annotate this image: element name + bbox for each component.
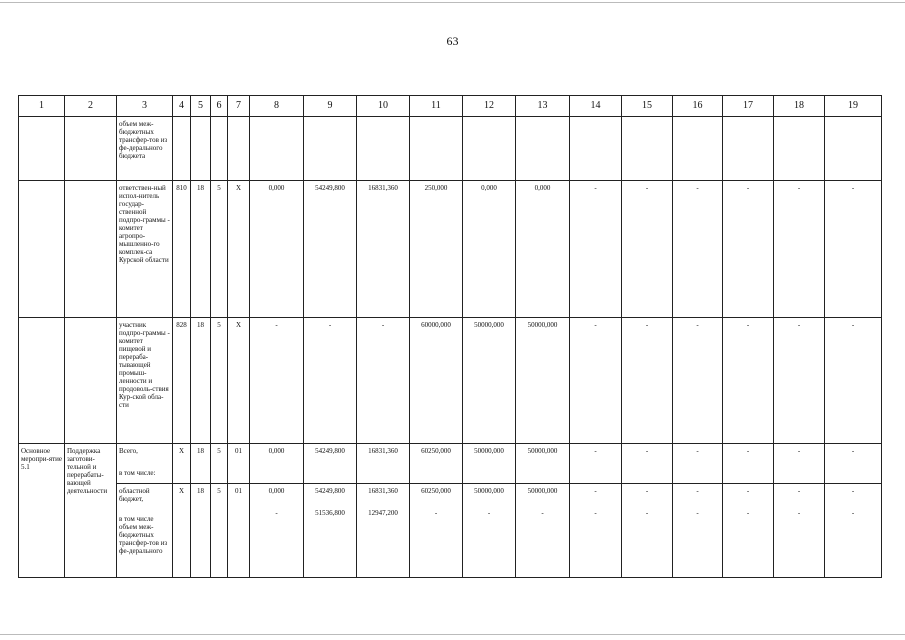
table-cell — [570, 117, 622, 181]
table-cell: - — [825, 181, 882, 318]
total-label-text: Всего, — [119, 447, 138, 455]
table-cell — [463, 117, 516, 181]
header-cell: 16 — [673, 96, 723, 117]
header-cell: 1 — [19, 96, 65, 117]
table-cell: 18 — [191, 318, 211, 444]
regional-label — [117, 484, 173, 578]
header-cell: 4 — [173, 96, 191, 117]
table-cell — [191, 484, 211, 578]
cell-sub-value: - — [594, 509, 597, 517]
table-cell: 5 — [211, 444, 228, 484]
table-cell: 50000,000 — [516, 444, 570, 484]
regional-sub-label: в том числе объем меж-бюджетных трансфер-тов из фе-дерального — [119, 515, 168, 555]
table-cell — [304, 117, 357, 181]
table-cell: 50000,000 — [516, 318, 570, 444]
cell-value: - — [696, 487, 699, 495]
cell-sub-value: 51536,800 — [315, 509, 345, 517]
header-cell: 9 — [304, 96, 357, 117]
cell-sub-value: - — [487, 509, 491, 517]
cell-value: - — [797, 487, 801, 495]
cell-value: 50000,000 — [527, 487, 558, 495]
cell-value: 18 — [197, 487, 204, 495]
table-cell: 5 — [211, 181, 228, 318]
cell-sub-value: - — [797, 509, 801, 517]
header-cell: 13 — [516, 96, 570, 117]
page-number: 63 — [446, 34, 459, 48]
cell-sub-value: - — [541, 509, 544, 517]
table-cell — [211, 117, 228, 181]
table-cell — [228, 484, 250, 578]
table-cell: Х — [228, 181, 250, 318]
table-cell: 5 — [211, 318, 228, 444]
table-cell: - — [622, 181, 673, 318]
cell-sub-value: - — [434, 509, 438, 517]
row-label-c1 — [19, 181, 65, 318]
cell-sub-value: 12947,200 — [368, 509, 398, 517]
cell-value: 16831,360 — [368, 487, 398, 495]
cell-sub-value: - — [645, 509, 649, 517]
row-label-c3: объем меж-бюджетных трансфер-тов из фе-дерального бюджета — [117, 117, 173, 181]
table-cell: 60250,000 — [410, 444, 463, 484]
table-cell: - — [673, 181, 723, 318]
measure-name: Поддержка заготови-тельной и перерабаты-вающей деятельности — [65, 444, 117, 578]
cell-value: 54249,800 — [315, 487, 345, 495]
table-cell: 60000,000 — [410, 318, 463, 444]
table-cell: 0,000 — [516, 181, 570, 318]
header-cell: 8 — [250, 96, 304, 117]
header-cell: 15 — [622, 96, 673, 117]
table-cell: 0,000 — [250, 181, 304, 318]
table-cell: - — [304, 318, 357, 444]
table-cell — [211, 484, 228, 578]
table-cell: 54249,800 — [304, 181, 357, 318]
table-cell — [173, 484, 191, 578]
cell-sub-value: - — [696, 509, 699, 517]
cell-value: 01 — [235, 487, 242, 495]
header-row — [19, 96, 882, 117]
table-cell — [673, 484, 723, 578]
table-cell: 0,000 — [463, 181, 516, 318]
table-cell — [250, 484, 304, 578]
table-cell: 50000,000 — [463, 318, 516, 444]
table-cell: - — [250, 318, 304, 444]
table-cell — [410, 117, 463, 181]
header-cell: 10 — [357, 96, 410, 117]
table-cell — [723, 117, 774, 181]
header-cell: 5 — [191, 96, 211, 117]
cell-value: 5 — [217, 487, 221, 495]
table-cell — [825, 117, 882, 181]
table-row — [19, 117, 882, 181]
table-cell — [825, 484, 882, 578]
table-row — [19, 484, 882, 578]
table-cell: - — [570, 318, 622, 444]
table-cell: 18 — [191, 181, 211, 318]
table-cell: 18 — [191, 444, 211, 484]
header-cell: 11 — [410, 96, 463, 117]
table-cell: - — [673, 318, 723, 444]
cell-value: - — [851, 487, 855, 495]
header-cell: 18 — [774, 96, 825, 117]
table-cell: Х — [228, 318, 250, 444]
table-cell: 0,000 — [250, 444, 304, 484]
header-cell: 12 — [463, 96, 516, 117]
table-row — [19, 444, 882, 484]
measure-number: Основное меропри-ятие 5.1 — [19, 444, 65, 578]
table-cell: - — [723, 318, 774, 444]
table-cell: - — [774, 318, 825, 444]
table-cell: Х — [173, 444, 191, 484]
cell-value: - — [746, 487, 750, 495]
cell-value: 60250,000 — [421, 487, 451, 495]
table-cell — [723, 484, 774, 578]
table-cell: - — [723, 444, 774, 484]
scan-artifact-top — [0, 2, 905, 3]
table-cell: 810 — [173, 181, 191, 318]
table-cell — [570, 484, 622, 578]
table-cell: 50000,000 — [463, 444, 516, 484]
table-cell: 16831,360 — [357, 444, 410, 484]
table-cell: - — [825, 444, 882, 484]
table-cell — [463, 484, 516, 578]
header-cell: 14 — [570, 96, 622, 117]
table-cell: 828 — [173, 318, 191, 444]
row-label-c3: ответствен-ный испол-нитель государ-ственной подпро-граммы - комитет агропро-мышленно-го комплек-са Курской области — [117, 181, 173, 318]
table-cell — [173, 117, 191, 181]
cell-value: 0,000 — [268, 487, 285, 495]
table-cell: - — [774, 181, 825, 318]
table-cell — [774, 117, 825, 181]
row-label-c3: участник подпро-граммы - комитет пищевой и перераба-тывающей промыш-ленности и продоволь-ствия Кур-ской обла-сти — [117, 318, 173, 444]
table-cell: 250,000 — [410, 181, 463, 318]
cell-value: - — [594, 487, 597, 495]
table-cell: - — [570, 181, 622, 318]
table-cell: - — [825, 318, 882, 444]
table-cell — [622, 117, 673, 181]
table-cell — [622, 484, 673, 578]
total-label — [117, 444, 173, 484]
table-row — [19, 181, 882, 318]
cell-value: 50000,000 — [474, 487, 504, 495]
row-label-c1 — [19, 117, 65, 181]
header-cell: 17 — [723, 96, 774, 117]
regional-label-text: областной бюджет, — [119, 487, 150, 503]
table-cell — [516, 484, 570, 578]
budget-table — [18, 95, 882, 578]
table-cell: - — [357, 318, 410, 444]
header-cell: 19 — [825, 96, 882, 117]
table-cell — [774, 484, 825, 578]
row-label-c2 — [65, 318, 117, 444]
table-cell — [228, 117, 250, 181]
table-cell: - — [622, 318, 673, 444]
header-cell: 3 — [117, 96, 173, 117]
table-cell — [357, 117, 410, 181]
row-label-c2 — [65, 181, 117, 318]
cell-value: Х — [178, 487, 185, 495]
table-cell — [304, 484, 357, 578]
header-cell: 7 — [228, 96, 250, 117]
table-cell — [673, 117, 723, 181]
table-cell: - — [723, 181, 774, 318]
total-sub-label: в том числе: — [119, 469, 156, 477]
row-label-c1 — [19, 318, 65, 444]
table-cell — [250, 117, 304, 181]
cell-value: - — [645, 487, 649, 495]
header-cell: 2 — [65, 96, 117, 117]
cell-sub-value: - — [851, 509, 855, 517]
table-cell — [357, 484, 410, 578]
table-cell — [191, 117, 211, 181]
cell-sub-value: - — [275, 509, 278, 517]
table-cell: - — [673, 444, 723, 484]
table-cell — [516, 117, 570, 181]
table-cell: 01 — [228, 444, 250, 484]
row-label-c2 — [65, 117, 117, 181]
cell-sub-value: - — [746, 509, 750, 517]
table-cell: - — [570, 444, 622, 484]
table-cell: - — [774, 444, 825, 484]
scan-artifact-bottom — [0, 634, 905, 635]
table-cell: 16831,360 — [357, 181, 410, 318]
header-cell: 6 — [211, 96, 228, 117]
table-cell — [410, 484, 463, 578]
table-cell: - — [622, 444, 673, 484]
table-row — [19, 318, 882, 444]
table-cell: 54249,800 — [304, 444, 357, 484]
